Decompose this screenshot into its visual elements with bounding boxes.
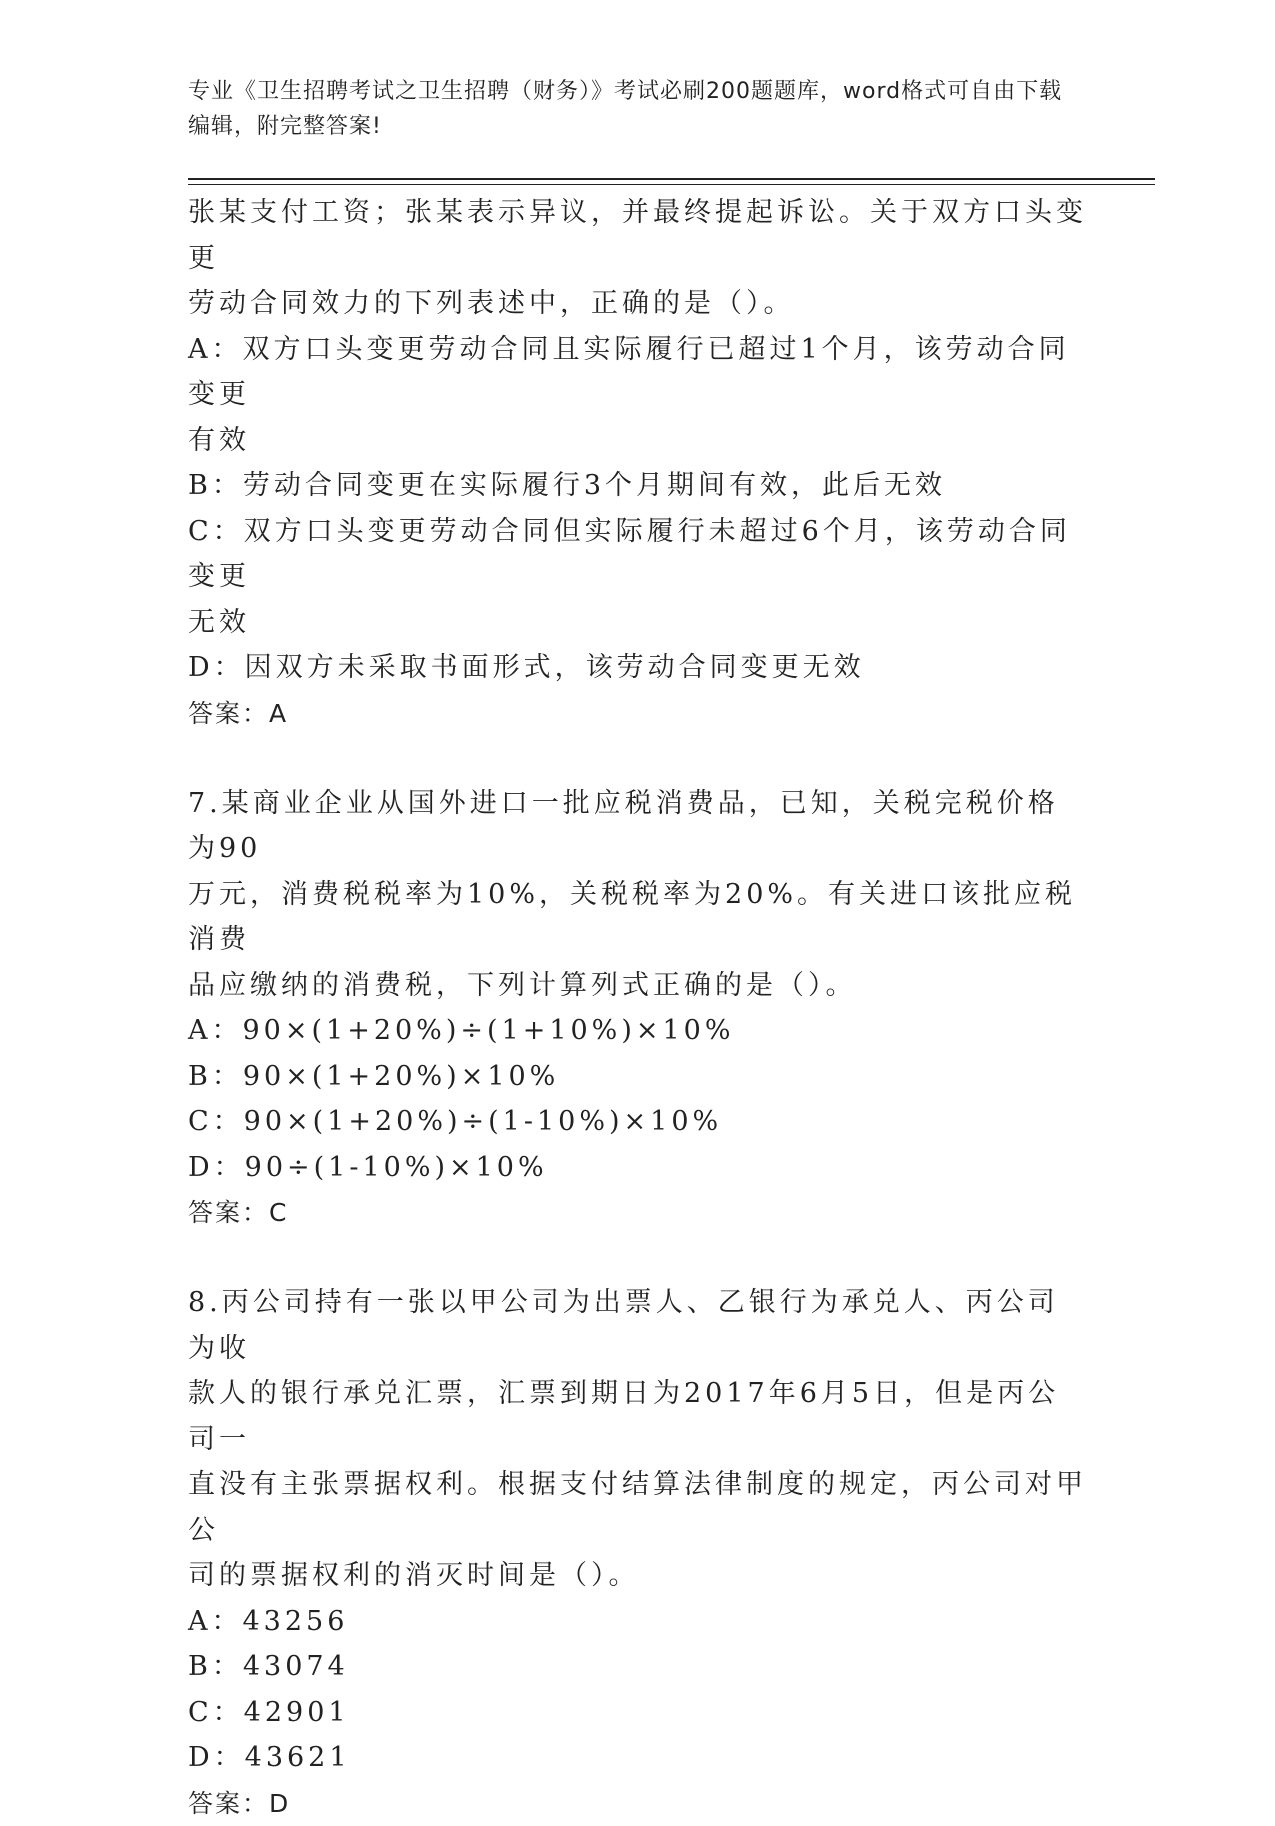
answer-label: 答案：D: [188, 1788, 291, 1818]
option-a: A：双方口头变更劳动合同且实际履行已超过1个月，该劳动合同变更: [188, 333, 1070, 410]
header-divider-thin: [188, 184, 1155, 185]
question-spacer: [188, 736, 1088, 781]
option-b: B：43074: [188, 1651, 349, 1682]
question-list: [188, 190, 1088, 1826]
option-d: D：43621: [188, 1742, 351, 1773]
question-stem-line: 7.某商业企业从国外进口一批应税消费品，已知，关税完税价格为90: [188, 787, 1059, 864]
question-stem-line: 司的票据权利的消灭时间是（）。: [188, 1560, 640, 1591]
answer-label: 答案：C: [188, 1198, 289, 1227]
option-a: A：90×(1+20%)÷(1+10%)×10%: [188, 1015, 735, 1046]
option-c: C：双方口头变更劳动合同但实际履行未超过6个月，该劳动合同变更: [188, 515, 1071, 592]
question-block: [188, 190, 1088, 736]
option-d: D：因双方未采取书面形式，该劳动合同变更无效: [188, 652, 865, 683]
option-a: A：43256: [188, 1605, 349, 1637]
question-stem-line: 劳动合同效力的下列表述中，正确的是（）。: [188, 288, 795, 319]
option-c: C：42901: [188, 1696, 350, 1728]
answer-label: 答案：A: [188, 698, 289, 728]
question-spacer: [188, 1235, 1088, 1280]
header-divider-thick: [188, 178, 1155, 180]
option-d: D：90÷(1-10%)×10%: [188, 1151, 548, 1183]
page-header: 专业《卫生招聘考试之卫生招聘（财务）》考试必刷200题题库，word格式可自由下载编辑，附完整答案!: [188, 79, 1063, 139]
option-c-continued: 无效: [188, 606, 250, 638]
question-stem-line: 款人的银行承兑汇票，汇票到期日为2017年6月5日，但是丙公司一: [188, 1378, 1060, 1455]
option-a-continued: 有效: [188, 424, 250, 456]
option-b: B：90×(1+20%)×10%: [188, 1060, 560, 1092]
question-stem-line: 8.丙公司持有一张以甲公司为出票人、乙银行为承兑人、丙公司为收: [188, 1287, 1059, 1364]
option-c: C：90×(1+20%)÷(1-10%)×10%: [188, 1106, 723, 1137]
option-b: B：劳动合同变更在实际履行3个月期间有效，此后无效: [188, 470, 947, 501]
question-block: [188, 1280, 1088, 1826]
question-stem-line: 万元，消费税税率为10%，关税税率为20%。有关进口该批应税消费: [188, 878, 1077, 955]
question-stem-line: 张某支付工资；张某表示异议，并最终提起诉讼。关于双方口头变更: [188, 197, 1087, 274]
question-block: [188, 781, 1088, 1236]
question-stem-line: 品应缴纳的消费税，下列计算列式正确的是（）。: [188, 969, 857, 1001]
question-stem-line: 直没有主张票据权利。根据支付结算法律制度的规定，丙公司对甲公: [188, 1469, 1087, 1546]
